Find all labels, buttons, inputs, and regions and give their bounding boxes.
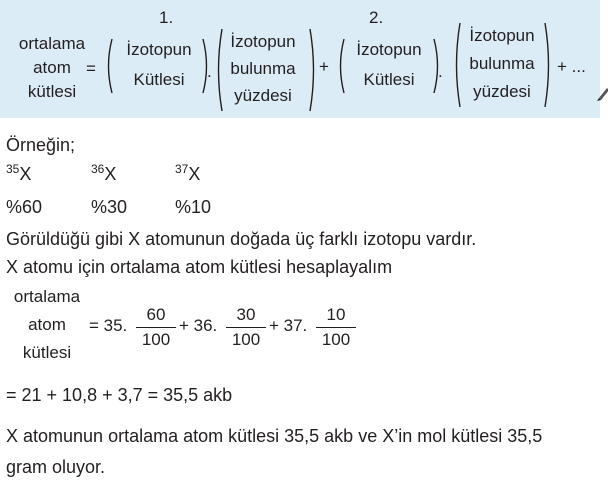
right-paren-percent-1 [308,28,318,112]
percent-1-line-2: bulunma [230,59,296,78]
formula-label [14,34,90,102]
calc-label-line-3: kütlesi [22,343,72,362]
percent-2-line-2: bulunma [469,54,535,73]
percent-30: %30 [91,197,128,217]
plus-ellipsis: + ... [557,57,586,76]
formula-equals: = [86,59,96,78]
sentence-three-isotopes: Görüldüğü gibi X atomunun doğada üç farklı izotopu vardır. [6,229,477,249]
percent-1-line-1: İzotopun [230,32,296,51]
calc-result: = 21 + 10,8 + 3,7 = 35,5 akb [6,385,233,405]
percent-60: %60 [6,197,43,217]
fraction-1-denominator: 100 [141,330,171,350]
formula-label-line-1: ortalama [18,34,86,53]
symbol-x-36: X [104,164,117,184]
conclusion-line-2: gram oluyor. [6,457,106,477]
plus-1: + [319,57,329,76]
mass-2-line-2: Kütlesi [363,70,415,89]
fraction-10-100 [316,305,356,350]
isotope-36 [91,163,116,187]
percent-2 [461,26,543,102]
dot-2: . [438,62,443,81]
fraction-2-numerator: 30 [236,305,256,324]
pen-icon [596,84,608,102]
isotope-37 [175,163,200,187]
calc-mid-2: + 37. [269,316,308,335]
sentence-calculate: X atomu için ortalama atom kütlesi hesaplayalım [6,257,393,277]
formula-label-line-3: kütlesi [27,82,77,101]
mass-number-37: 37 [175,162,189,176]
symbol-x-37: X [188,164,201,184]
conclusion-line-1: X atomunun ortalama atom kütlesi 35,5 akb ve X’in mol kütlesi 35,5 [6,426,543,446]
calc-label-line-1: ortalama [13,287,81,306]
percent-1 [222,32,304,106]
fraction-2-denominator: 100 [231,330,261,350]
mass-2 [344,40,434,90]
calc-label-line-2: atom [28,315,66,334]
mass-number-36: 36 [91,162,105,176]
calc-lhs: = 35. [89,316,128,335]
index-2: 2. [369,8,384,27]
percent-2-line-3: yüzdesi [473,82,531,101]
fraction-1-numerator: 60 [146,305,166,324]
calc-mid-1: + 36. [179,316,218,335]
fraction-30-100 [226,305,266,350]
calc-label [10,287,84,363]
example-heading: Örneğin; [6,135,76,155]
mass-1-line-2: Kütlesi [133,70,185,89]
fraction-3-numerator: 10 [326,305,346,324]
percent-10: %10 [175,197,212,217]
fraction-60-100 [136,305,176,350]
index-1: 1. [159,8,174,27]
formula-label-line-2: atom [33,58,71,77]
mass-number-35: 35 [6,162,20,176]
mass-2-line-1: İzotopun [356,40,422,59]
isotope-35 [6,163,31,187]
right-paren-percent-2 [543,22,553,108]
symbol-x-35: X [19,164,32,184]
percent-1-line-3: yüzdesi [234,86,292,105]
mass-1-line-1: İzotopun [126,40,192,59]
mass-1 [114,40,204,90]
percent-2-line-1: İzotopun [469,26,535,45]
dot-1: . [207,62,212,81]
fraction-3-denominator: 100 [321,330,351,350]
left-paren-mass-1 [104,38,114,94]
